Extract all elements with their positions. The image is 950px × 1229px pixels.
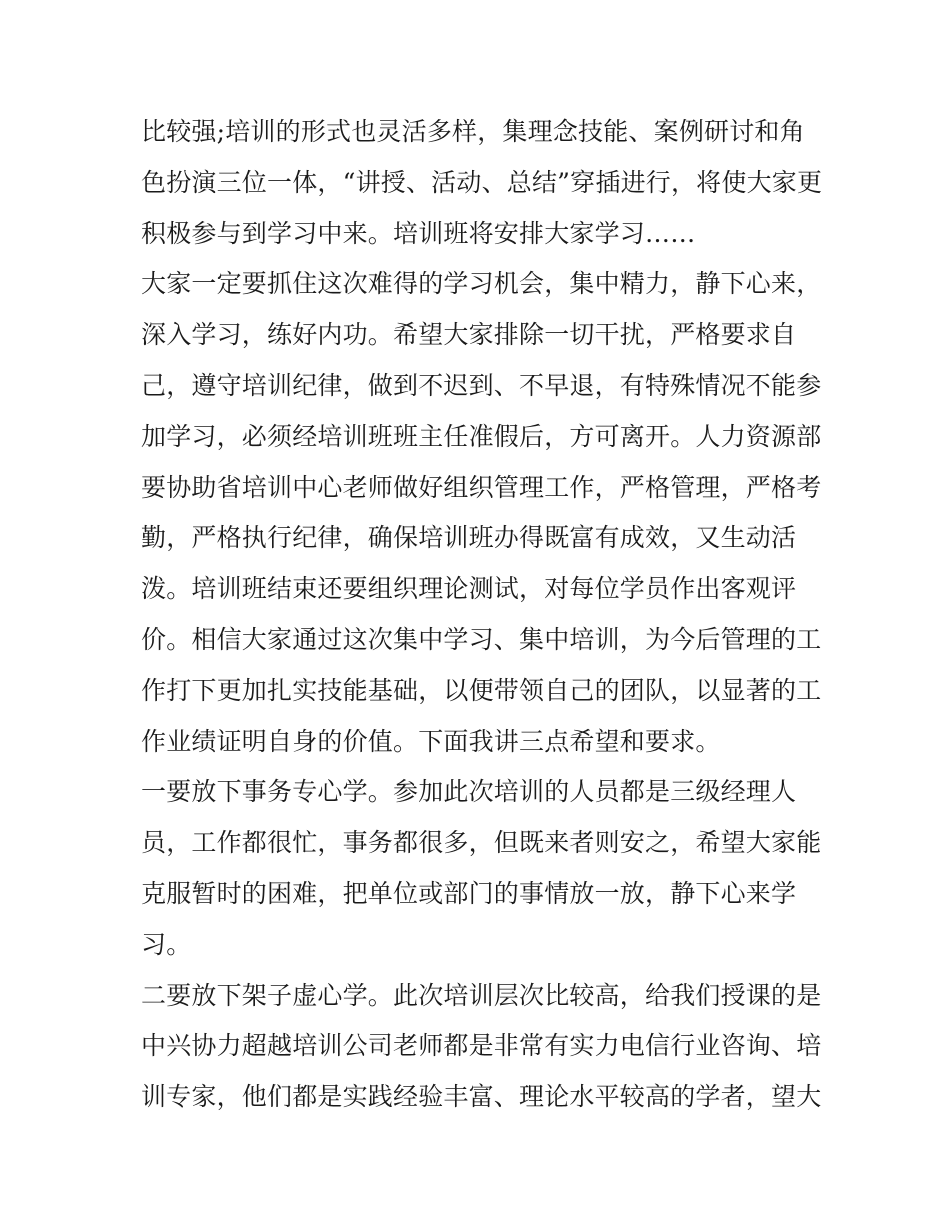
text-line: 克服暂时的困难，把单位或部门的事情放一放，静下心来学 [141,878,797,908]
text-line: 员，工作都很忙，事务都很多，但既来者则安之，希望大家能 [141,828,822,858]
text-line: 大家一定要抓住这次难得的学习机会，集中精力，静下心来， [141,269,822,299]
text-line: 中兴协力超越培训公司老师都是非常有实力电信行业咨询、培 [141,1031,822,1061]
text-line: 己，遵守培训纪律，做到不迟到、不早退，有特殊情况不能参 [141,370,822,400]
text-line: 要协助省培训中心老师做好组织管理工作，严格管理，严格考 [141,472,822,502]
text-line: 勤，严格执行纪律，确保培训班办得既富有成效，又生动活 [141,523,797,553]
text-line: 色扮演三位一体，“讲授、活动、总结”穿插进行，将使大家更 [141,167,823,197]
text-line: 积极参与到学习中来。培训班将安排大家学习…… [141,218,696,248]
text-line: 一要放下事务专心学。参加此次培训的人员都是三级经理人 [141,777,797,807]
text-line: 作业绩证明自身的价值。下面我讲三点希望和要求。 [141,726,721,756]
document-body [141,107,821,1123]
text-line: 习。 [141,929,192,959]
text-line: 价。相信大家通过这次集中学习、集中培训，为今后管理的工 [141,624,822,654]
text-line: 深入学习，练好内功。希望大家排除一切干扰，严格要求自 [141,320,797,350]
text-line: 二要放下架子虚心学。此次培训层次比较高，给我们授课的是 [141,980,822,1010]
text-line: 加学习，必须经培训班班主任准假后，方可离开。人力资源部 [141,421,822,451]
text-line: 作打下更加扎实技能基础，以便带领自己的团队，以显著的工 [141,675,822,705]
text-line: 训专家，他们都是实践经验丰富、理论水平较高的学者，望大 [141,1082,822,1112]
text-line: 比较强;培训的形式也灵活多样，集理念技能、案例研讨和角 [141,117,805,146]
text-line: 泼。培训班结束还要组织理论测试，对每位学员作出客观评 [141,574,797,604]
